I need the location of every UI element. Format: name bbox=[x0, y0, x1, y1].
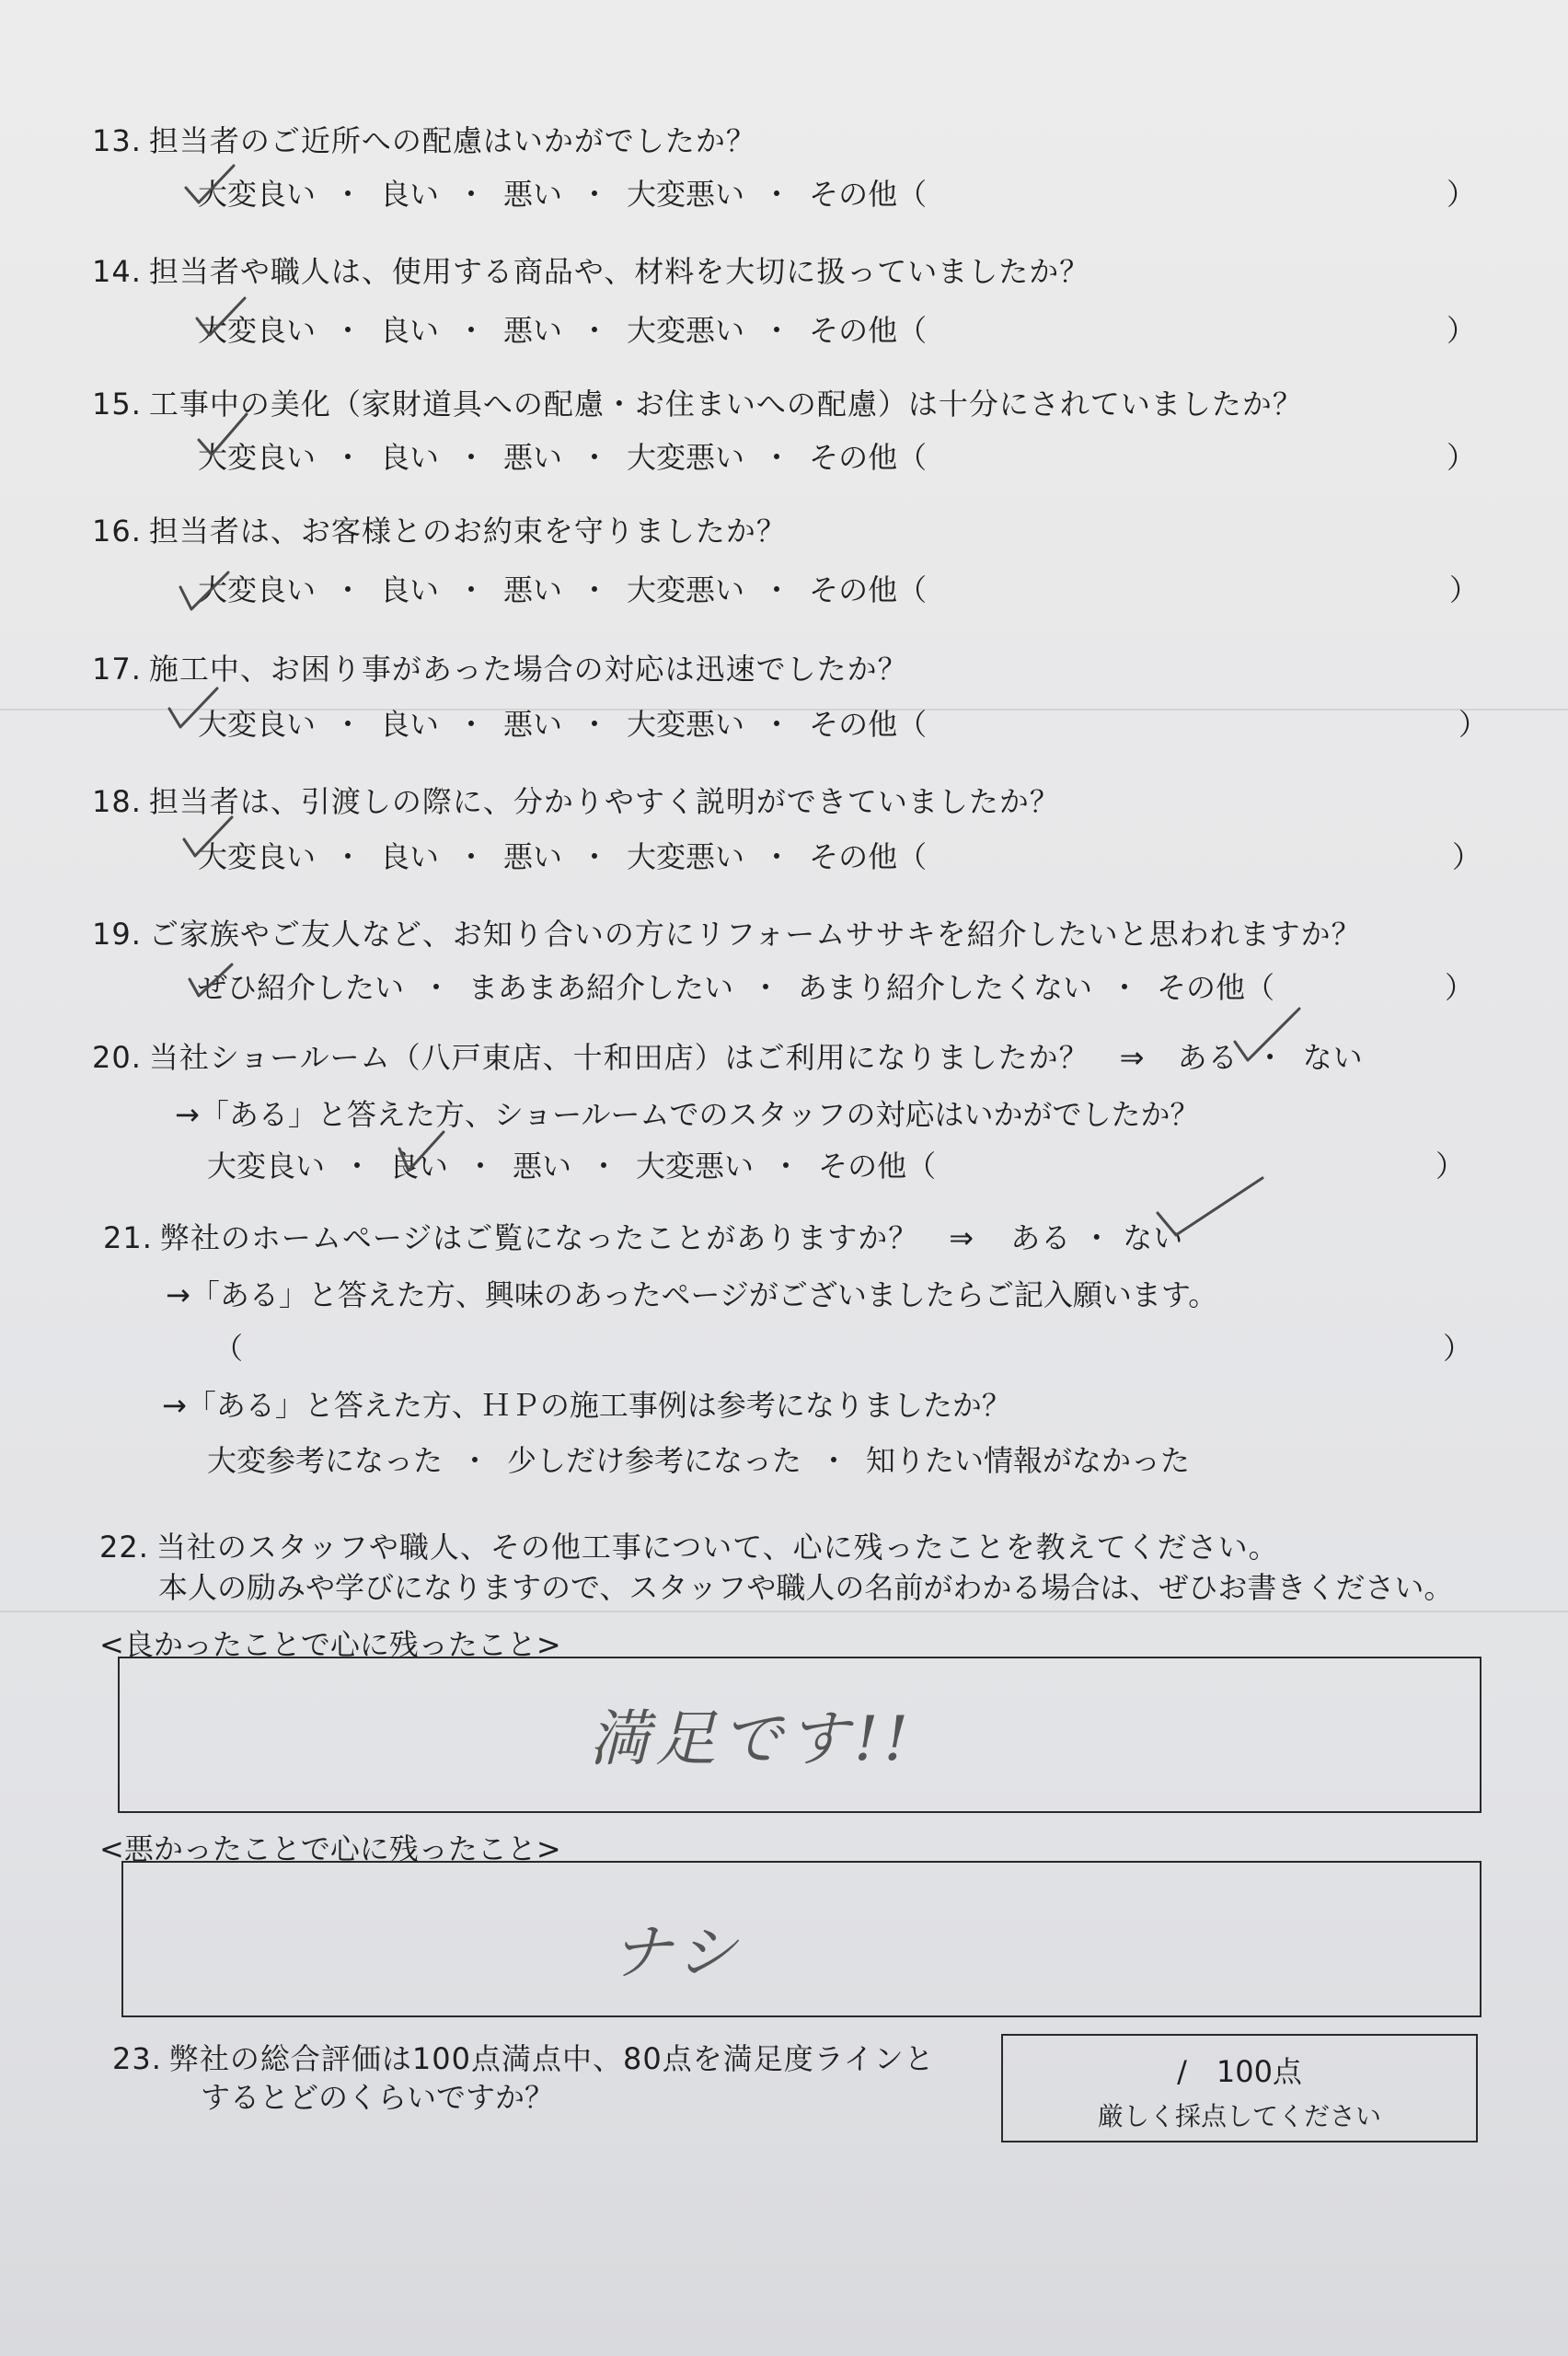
option-very-bad[interactable]: 大変悪い bbox=[636, 1149, 755, 1184]
option-very-good[interactable]: 大変良い bbox=[198, 707, 317, 742]
option-good[interactable]: 良い bbox=[380, 707, 440, 742]
question-19: 19. ご家族やご友人など、お知り合いの方にリフォームササキを紹介したいと思われますか？ bbox=[92, 917, 1362, 952]
option-bad[interactable]: 悪い bbox=[503, 839, 563, 874]
question-23: 23. 弊社の総合評価は100点満点中、80点を満足度ラインと bbox=[112, 2041, 935, 2076]
option-very-good[interactable]: 大変良い bbox=[198, 313, 317, 348]
survey-sheet: 13. 担当者のご近所への配慮はいかがでしたか？ 大変良い ・ 良い ・ 悪い ・ 大変悪い ・ その他（ ） 14. 担当者や職人は、使用する商品や、材料を大切に扱っていましたか？ 大変良い ・ 良い ・ 悪い ・ 大変悪い ・ その他（ ） 15. 工事中の美化（家財道具への配慮・お住まいへの配慮）は十分にされていましたか？ 大変良い ・ 良い ・ 悪い ・ 大変悪い ・ その他（ ） 16. 担当者は、お客様とのお約束を守りましたか？ 大変良い ・ 良い ・ 悪い ・ 大変悪い ・ その他（ ） 17. 施工中、お困り事があった場合の対応は迅速でしたか？ 大変良い ・ 良い ・ 悪い ・ 大変悪い ・ その他（ ） 18. 担当者は、引渡しの際に、分かりやすく説明ができていましたか？ 大変良い ・ 良い ・ 悪い ・ 大変悪い ・ その他（ ） 19. ご家族やご友人など、お知り合いの方にリフォームササキを紹介したいと思われますか？ ぜひ紹介したい ・ まあまあ紹介したい ・ あまり紹介したくない ・ その他（ ） 20. 当社ショールーム（八戸東店、十和田店）はご利用になりましたか？ ⇒ ある ・ ない →「ある」と答えた方、ショールームでのスタッフの対応はいかがでしたか？ 大変良い ・ 良い ・ 悪い ・ 大変悪い ・ その他（ ） 21. 弊社のホームページはご覧になったことがありますか？ ⇒ ある ・ ない →「ある」と答えた方、興味のあったページがございましたらご記入願います。 （ ） →「ある」と答えた方、ＨＰの施工事例は参考になりましたか？ 大変参考になった ・ 少しだけ参考になった ・ 知りたい情報がなかった 22. 当社のスタッフや職人、その他工事について、心に残ったことを教えてください。 本人の励みや学びになりますので、スタッフや職人の名前がわかる場合は、ぜひお書きください。 <良かったことで心に残ったこと> 満足です!! <悪かったことで心に残ったこと> ナシ 23. 弊社の総合評価は100点満点中、80点を満足度ラインと するとどのくらいですか？ / 100点 厳しく採点してください bbox=[0, 0, 1568, 2356]
close-paren: ） bbox=[1447, 177, 1477, 212]
q15-options: 大変良い ・ 良い ・ 悪い ・ 大変悪い ・ その他（ bbox=[198, 434, 927, 477]
q14-options: 大変良い ・ 良い ・ 悪い ・ 大変悪い ・ その他（ bbox=[198, 307, 927, 350]
bad-label: <悪かったことで心に残ったこと> bbox=[99, 1831, 561, 1866]
option-very-bad[interactable]: 大変悪い bbox=[627, 177, 745, 212]
question-22: 22. 当社のスタッフや職人、その他工事について、心に残ったことを教えてください。 bbox=[99, 1530, 1279, 1565]
q17-options: 大変良い ・ 良い ・ 悪い ・ 大変悪い ・ その他（ bbox=[198, 701, 927, 744]
option-good[interactable]: 良い bbox=[380, 839, 440, 874]
open-paren: （ bbox=[213, 1331, 244, 1366]
option-bad[interactable]: 悪い bbox=[503, 707, 563, 742]
question-23-line2: するとどのくらいですか？ bbox=[201, 2080, 555, 2115]
option-bad[interactable]: 悪い bbox=[503, 313, 563, 348]
question-20: 20. 当社ショールーム（八戸東店、十和田店）はご利用になりましたか？ ⇒ ある ・ ない bbox=[92, 1034, 1364, 1077]
option-good[interactable]: 良い bbox=[380, 572, 440, 607]
option-good[interactable]: 良い bbox=[380, 177, 440, 212]
q16-options: 大変良い ・ 良い ・ 悪い ・ 大変悪い ・ その他（ bbox=[198, 567, 927, 609]
q20-showroom-options: 大変良い ・ 良い ・ 悪い ・ 大変悪い ・ その他（ bbox=[207, 1143, 936, 1185]
question-13 bbox=[92, 118, 756, 160]
option-bad[interactable]: 悪い bbox=[503, 440, 563, 475]
good-comment-box[interactable] bbox=[118, 1657, 1482, 1813]
option-not-really-recommend[interactable]: あまり紹介したくない bbox=[798, 970, 1093, 1005]
q21-hp-options: 大変参考になった ・ 少しだけ参考になった ・ 知りたい情報がなかった bbox=[207, 1438, 1190, 1480]
q18-options: 大変良い ・ 良い ・ 悪い ・ 大変悪い ・ その他（ bbox=[198, 834, 927, 876]
option-very-bad[interactable]: 大変悪い bbox=[627, 313, 745, 348]
question-text: 担当者のご近所への配慮はいかがでしたか？ bbox=[148, 123, 756, 158]
option-very-bad[interactable]: 大変悪い bbox=[627, 572, 745, 607]
good-label: <良かったことで心に残ったこと> bbox=[99, 1627, 561, 1662]
option-good[interactable]: 良い bbox=[380, 313, 440, 348]
option-bad[interactable]: 悪い bbox=[503, 177, 563, 212]
option-no-info[interactable]: 知りたい情報がなかった bbox=[866, 1443, 1191, 1478]
option-slightly-helpful[interactable]: 少しだけ参考になった bbox=[507, 1443, 802, 1478]
q13-options: 大変良い ・ 良い ・ 悪い ・ 大変悪い ・ その他（ bbox=[198, 171, 927, 214]
answer-no[interactable]: ない bbox=[1302, 1040, 1364, 1075]
option-other[interactable]: その他（ bbox=[809, 572, 928, 607]
question-21: 21. 弊社のホームページはご覧になったことがありますか？ ⇒ ある ・ ない bbox=[103, 1215, 1183, 1257]
option-very-good[interactable]: 大変良い bbox=[198, 440, 317, 475]
option-bad[interactable]: 悪い bbox=[503, 572, 563, 607]
question-14: 14. 担当者や職人は、使用する商品や、材料を大切に扱っていましたか？ bbox=[92, 254, 1090, 289]
option-other[interactable]: その他（ bbox=[809, 177, 928, 212]
score-value: / 100点 bbox=[1177, 2054, 1302, 2089]
question-number: 13. bbox=[92, 123, 142, 158]
bad-comment-box[interactable] bbox=[121, 1861, 1482, 2017]
answer-no[interactable]: ない bbox=[1123, 1220, 1184, 1255]
paper-fold bbox=[0, 1611, 1568, 1612]
option-other[interactable]: その他（ bbox=[809, 440, 928, 475]
option-very-good[interactable]: 大変良い bbox=[207, 1149, 326, 1184]
option-very-good[interactable]: 大変良い bbox=[198, 572, 317, 607]
q19-options: ぜひ紹介したい ・ まあまあ紹介したい ・ あまり紹介したくない ・ その他（ bbox=[198, 964, 1274, 1007]
option-other[interactable]: その他（ bbox=[809, 707, 928, 742]
option-somewhat-recommend[interactable]: まあまあ紹介したい bbox=[468, 970, 734, 1005]
option-very-good[interactable]: 大変良い bbox=[198, 177, 317, 212]
q21-followup-2: →「ある」と答えた方、ＨＰの施工事例は参考になりましたか？ bbox=[162, 1388, 1011, 1423]
q20-followup: →「ある」と答えた方、ショールームでのスタッフの対応はいかがでしたか？ bbox=[175, 1097, 1200, 1132]
option-other[interactable]: その他（ bbox=[1157, 970, 1275, 1005]
option-good[interactable]: 良い bbox=[389, 1149, 449, 1184]
score-note: 厳しく採点してください bbox=[1097, 2101, 1381, 2131]
option-very-good[interactable]: 大変良い bbox=[198, 839, 317, 874]
option-good[interactable]: 良い bbox=[380, 440, 440, 475]
answer-yes[interactable]: ある bbox=[1177, 1040, 1239, 1075]
score-box[interactable] bbox=[1001, 2034, 1478, 2142]
q21-followup-1: →「ある」と答えた方、興味のあったページがございましたらご記入願います。 bbox=[166, 1277, 1218, 1312]
option-other[interactable]: その他（ bbox=[809, 313, 928, 348]
option-other[interactable]: その他（ bbox=[818, 1149, 937, 1184]
option-very-helpful[interactable]: 大変参考になった bbox=[207, 1443, 444, 1478]
question-17: 17. 施工中、お困り事があった場合の対応は迅速でしたか？ bbox=[92, 652, 908, 687]
option-definitely-recommend[interactable]: ぜひ紹介したい bbox=[198, 970, 405, 1005]
option-very-bad[interactable]: 大変悪い bbox=[627, 839, 745, 874]
question-18: 18. 担当者は、引渡しの際に、分かりやすく説明ができていましたか？ bbox=[92, 784, 1060, 819]
bad-comment-text: ナシ bbox=[611, 1917, 743, 1988]
question-22-note: 本人の励みや学びになりますので、スタッフや職人の名前がわかる場合は、ぜひお書きください。 bbox=[158, 1570, 1454, 1605]
answer-yes[interactable]: ある bbox=[1010, 1220, 1072, 1255]
option-bad[interactable]: 悪い bbox=[513, 1149, 572, 1184]
option-very-bad[interactable]: 大変悪い bbox=[627, 440, 745, 475]
question-15: 15. 工事中の美化（家財道具への配慮・お住まいへの配慮）は十分にされていましたか？ bbox=[92, 387, 1303, 422]
option-other[interactable]: その他（ bbox=[809, 839, 928, 874]
option-very-bad[interactable]: 大変悪い bbox=[627, 707, 745, 742]
good-comment-text: 満足です!! bbox=[589, 1703, 915, 1774]
question-16: 16. 担当者は、お客様とのお約束を守りましたか？ bbox=[92, 514, 787, 549]
